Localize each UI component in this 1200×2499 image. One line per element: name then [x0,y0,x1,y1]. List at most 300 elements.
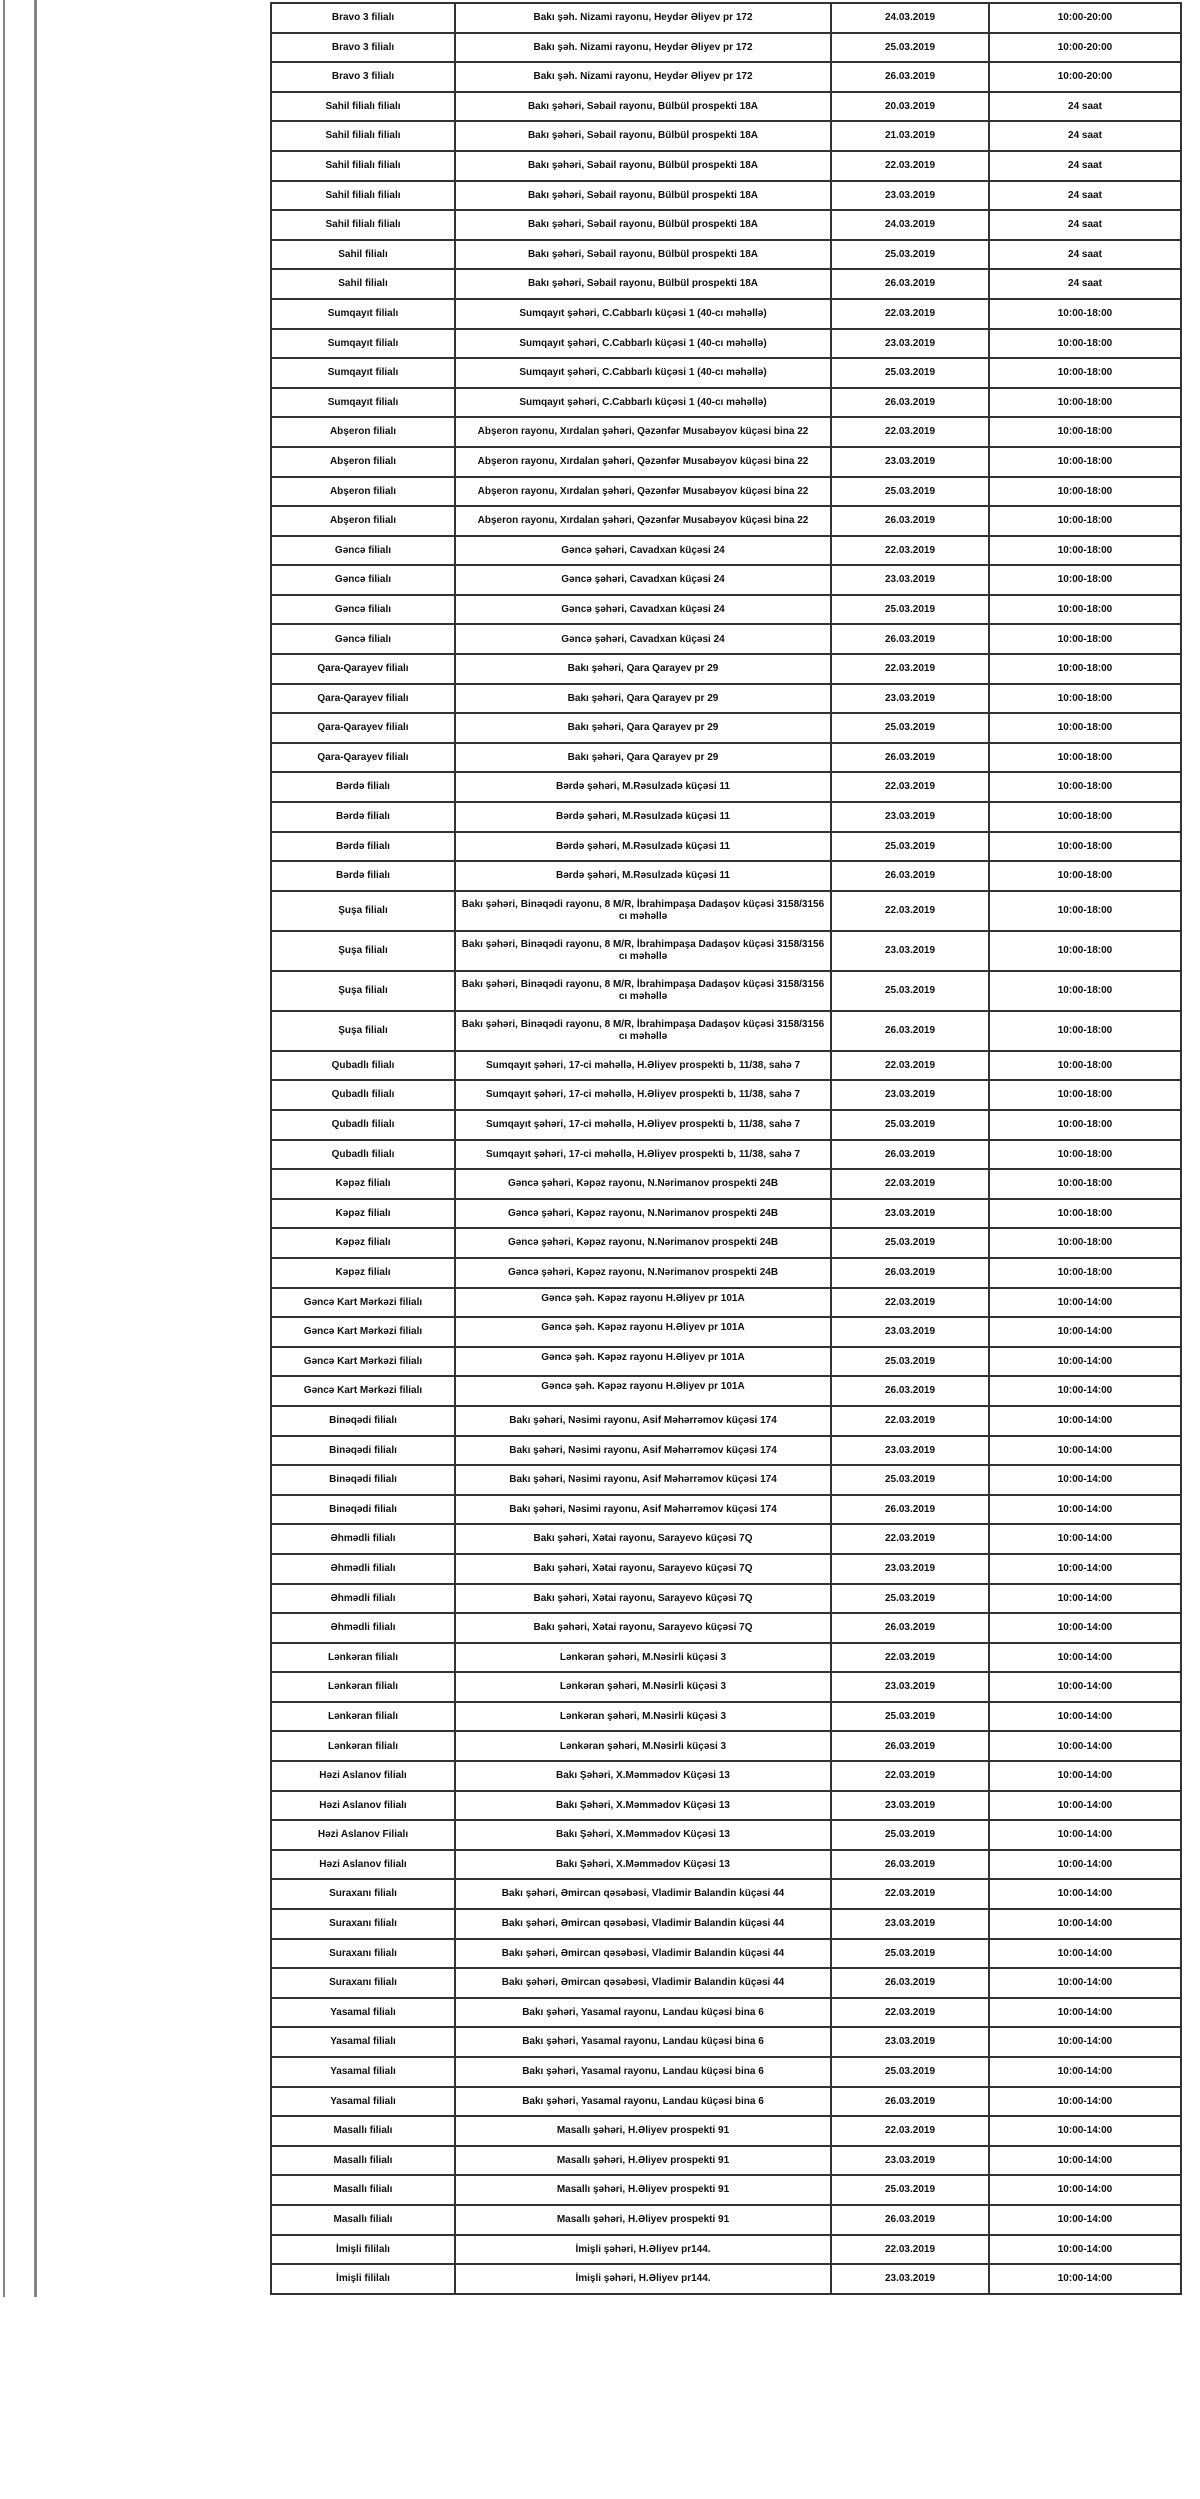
working-hours-cell: 10:00-18:00 [989,832,1181,862]
working-hours-cell: 10:00-14:00 [989,2116,1181,2146]
branch-address-cell: Bakı şəhəri, Nəsimi rayonu, Asif Məhərrəmov küçəsi 174 [455,1436,831,1466]
schedule-date-cell: 26.03.2019 [831,1495,989,1525]
branch-address-cell: Bakı şəhəri, Əmircan qəsəbəsi, Vladimir Balandin küçəsi 44 [455,1968,831,1998]
schedule-date-cell: 22.03.2019 [831,654,989,684]
working-hours-cell: 10:00-20:00 [989,33,1181,63]
working-hours-cell: 24 saat [989,151,1181,181]
branch-address-cell: Lənkəran şəhəri, M.Nəsirli küçəsi 3 [455,1643,831,1673]
working-hours-cell: 10:00-18:00 [989,1011,1181,1051]
branch-name-cell: Binəqədi filialı [271,1495,455,1525]
branch-address-cell: Sumqayıt şəhəri, C.Cabbarlı küçəsi 1 (40-cı məhəllə) [455,388,831,418]
branch-address-cell: Bakı şəhəri, Binəqədi rayonu, 8 M/R, İbrahimpaşa Dadaşov küçəsi 3158/3156 cı məhəllə [455,971,831,1011]
working-hours-cell: 10:00-20:00 [989,62,1181,92]
table-row [271,565,1181,595]
schedule-date-cell: 20.03.2019 [831,92,989,122]
branch-name-cell: İmişli fililalı [271,2264,455,2294]
working-hours-cell: 10:00-18:00 [989,891,1181,931]
table-row [271,1820,1181,1850]
table-row [271,1347,1181,1377]
schedule-date-cell: 22.03.2019 [831,772,989,802]
table-row [271,1702,1181,1732]
working-hours-cell: 10:00-14:00 [989,1731,1181,1761]
table-row [271,1939,1181,1969]
working-hours-cell: 10:00-18:00 [989,1169,1181,1199]
table-row [271,388,1181,418]
table-row [271,417,1181,447]
table-row [271,1011,1181,1051]
branch-name-cell: Abşeron filialı [271,506,455,536]
branch-address-cell: Gəncə şəhəri, Kəpəz rayonu, N.Nərimanov prospekti 24B [455,1258,831,1288]
working-hours-cell: 10:00-14:00 [989,1820,1181,1850]
page-margin-line-inner [34,0,37,2297]
branch-address-cell: Sumqayıt şəhəri, C.Cabbarlı küçəsi 1 (40-cı məhəllə) [455,358,831,388]
working-hours-cell: 10:00-14:00 [989,1584,1181,1614]
table-row [271,595,1181,625]
branch-address-cell: Lənkəran şəhəri, M.Nəsirli küçəsi 3 [455,1702,831,1732]
schedule-date-cell: 26.03.2019 [831,1376,989,1406]
branch-address-cell: Abşeron rayonu, Xırdalan şəhəri, Qəzənfər Musabəyov küçəsi bina 22 [455,447,831,477]
working-hours-cell: 10:00-14:00 [989,1909,1181,1939]
schedule-date-cell: 25.03.2019 [831,1939,989,1969]
branch-name-cell: Həzi Aslanov filialı [271,1791,455,1821]
branch-name-cell: Qara-Qarayev filialı [271,743,455,773]
branch-name-cell: Şuşa filialı [271,891,455,931]
branch-name-cell: Sumqayıt filialı [271,299,455,329]
branch-address-cell: Bakı şəhəri, Əmircan qəsəbəsi, Vladimir Balandin küçəsi 44 [455,1939,831,1969]
table-row [271,151,1181,181]
working-hours-cell: 10:00-18:00 [989,388,1181,418]
schedule-date-cell: 25.03.2019 [831,240,989,270]
table-row [271,2087,1181,2117]
branch-name-cell: Şuşa filialı [271,1011,455,1051]
branch-name-cell: Əhmədli filialı [271,1584,455,1614]
branch-address-cell: Bakı şəhəri, Xətai rayonu, Sarayevo küçəsi 7Q [455,1613,831,1643]
branch-address-cell: Sumqayıt şəhəri, 17-ci məhəllə, H.Əliyev prospekti b, 11/38, sahə 7 [455,1080,831,1110]
branch-name-cell: Suraxanı filialı [271,1968,455,1998]
branch-address-cell: Bakı şəhəri, Xətai rayonu, Sarayevo küçəsi 7Q [455,1524,831,1554]
table-row [271,1672,1181,1702]
branch-address-cell: Gəncə şəh. Kəpəz rayonu H.Əliyev pr 101A [455,1317,831,1347]
table-row [271,713,1181,743]
schedule-date-cell: 25.03.2019 [831,1465,989,1495]
table-row [271,181,1181,211]
branch-name-cell: Qara-Qarayev filialı [271,654,455,684]
branch-address-cell: Abşeron rayonu, Xırdalan şəhəri, Qəzənfər Musabəyov küçəsi bina 22 [455,477,831,507]
working-hours-cell: 10:00-18:00 [989,1080,1181,1110]
schedule-date-cell: 26.03.2019 [831,743,989,773]
branch-name-cell: Gəncə Kart Mərkəzi filialı [271,1347,455,1377]
schedule-date-cell: 26.03.2019 [831,269,989,299]
working-hours-cell: 10:00-14:00 [989,1406,1181,1436]
schedule-date-cell: 25.03.2019 [831,358,989,388]
working-hours-cell: 10:00-14:00 [989,1643,1181,1673]
branch-address-cell: İmişli şəhəri, H.Əliyev pr144. [455,2264,831,2294]
branch-address-cell: Bakı şəh. Nizami rayonu, Heydər Əliyev pr 172 [455,3,831,33]
table-row [271,3,1181,33]
schedule-date-cell: 23.03.2019 [831,1791,989,1821]
branch-name-cell: Binəqədi filialı [271,1436,455,1466]
branch-name-cell: Sahil filialı filialı [271,181,455,211]
schedule-date-cell: 22.03.2019 [831,2235,989,2265]
working-hours-cell: 10:00-14:00 [989,1495,1181,1525]
working-hours-cell: 10:00-14:00 [989,2205,1181,2235]
branch-address-cell: Bakı şəhəri, Səbail rayonu, Bülbül prospekti 18A [455,240,831,270]
branch-address-cell: Sumqayıt şəhəri, C.Cabbarlı küçəsi 1 (40-cı məhəllə) [455,299,831,329]
branch-address-cell: Bakı şəhəri, Binəqədi rayonu, 8 M/R, İbrahimpaşa Dadaşov küçəsi 3158/3156 cı məhəllə [455,931,831,971]
schedule-date-cell: 23.03.2019 [831,329,989,359]
branch-name-cell: Masallı filialı [271,2205,455,2235]
branch-address-cell: Gəncə şəh. Kəpəz rayonu H.Əliyev pr 101A [455,1347,831,1377]
branch-name-cell: Bravo 3 filialı [271,62,455,92]
branch-address-cell: Bakı şəhəri, Səbail rayonu, Bülbül prospekti 18A [455,92,831,122]
branch-name-cell: Əhmədli filialı [271,1524,455,1554]
working-hours-cell: 24 saat [989,121,1181,151]
schedule-date-cell: 23.03.2019 [831,1554,989,1584]
branch-name-cell: Lənkəran filialı [271,1731,455,1761]
branch-address-cell: Gəncə şəhəri, Kəpəz rayonu, N.Nərimanov prospekti 24B [455,1228,831,1258]
table-row [271,971,1181,1011]
working-hours-cell: 10:00-18:00 [989,1258,1181,1288]
schedule-date-cell: 25.03.2019 [831,1584,989,1614]
table-row [271,1465,1181,1495]
working-hours-cell: 10:00-14:00 [989,1465,1181,1495]
branch-name-cell: Sahil filialı filialı [271,210,455,240]
schedule-date-cell: 26.03.2019 [831,388,989,418]
table-row [271,1554,1181,1584]
branch-address-cell: Masallı şəhəri, H.Əliyev prospekti 91 [455,2116,831,2146]
branch-name-cell: Sahil filialı [271,269,455,299]
schedule-date-cell: 23.03.2019 [831,181,989,211]
table-row [271,1761,1181,1791]
working-hours-cell: 10:00-18:00 [989,624,1181,654]
working-hours-cell: 10:00-14:00 [989,1672,1181,1702]
branch-name-cell: Sumqayıt filialı [271,358,455,388]
schedule-date-cell: 26.03.2019 [831,2087,989,2117]
branch-address-cell: İmişli şəhəri, H.Əliyev pr144. [455,2235,831,2265]
working-hours-cell: 10:00-14:00 [989,2027,1181,2057]
working-hours-cell: 24 saat [989,269,1181,299]
schedule-date-cell: 26.03.2019 [831,861,989,891]
schedule-date-cell: 23.03.2019 [831,565,989,595]
schedule-date-cell: 21.03.2019 [831,121,989,151]
schedule-date-cell: 25.03.2019 [831,2057,989,2087]
schedule-date-cell: 26.03.2019 [831,1258,989,1288]
schedule-date-cell: 25.03.2019 [831,1110,989,1140]
branch-name-cell: Qubadlı filialı [271,1051,455,1081]
branch-address-cell: Bakı şəhəri, Qara Qarayev pr 29 [455,713,831,743]
branch-address-cell: Gəncə şəhəri, Kəpəz rayonu, N.Nərimanov prospekti 24B [455,1169,831,1199]
schedule-date-cell: 26.03.2019 [831,1968,989,1998]
branch-address-cell: Gəncə şəhəri, Cavadxan küçəsi 24 [455,565,831,595]
branch-address-cell: Gəncə şəhəri, Cavadxan küçəsi 24 [455,595,831,625]
schedule-date-cell: 22.03.2019 [831,1288,989,1318]
working-hours-cell: 10:00-18:00 [989,1199,1181,1229]
table-row [271,210,1181,240]
table-row [271,2264,1181,2294]
branch-address-cell: Bakı şəhəri, Nəsimi rayonu, Asif Məhərrəmov küçəsi 174 [455,1406,831,1436]
working-hours-cell: 10:00-18:00 [989,684,1181,714]
working-hours-cell: 24 saat [989,181,1181,211]
schedule-date-cell: 26.03.2019 [831,1613,989,1643]
branch-address-cell: Gəncə şəhəri, Cavadxan küçəsi 24 [455,624,831,654]
schedule-date-cell: 25.03.2019 [831,832,989,862]
branch-address-cell: Bakı şəhəri, Yasamal rayonu, Landau küçəsi bina 6 [455,2057,831,2087]
table-row [271,931,1181,971]
schedule-date-cell: 23.03.2019 [831,931,989,971]
schedule-date-cell: 25.03.2019 [831,713,989,743]
table-row [271,891,1181,931]
table-row [271,802,1181,832]
schedule-date-cell: 22.03.2019 [831,151,989,181]
schedule-date-cell: 23.03.2019 [831,2146,989,2176]
working-hours-cell: 10:00-14:00 [989,1376,1181,1406]
branch-name-cell: Qara-Qarayev filialı [271,684,455,714]
working-hours-cell: 10:00-18:00 [989,595,1181,625]
branch-address-cell: Bakı şəhəri, Binəqədi rayonu, 8 M/R, İbrahimpaşa Dadaşov küçəsi 3158/3156 cı məhəllə [455,891,831,931]
working-hours-cell: 10:00-14:00 [989,1524,1181,1554]
table-row [271,1524,1181,1554]
table-row [271,1879,1181,1909]
table-row [271,2116,1181,2146]
schedule-date-cell: 25.03.2019 [831,2175,989,2205]
branch-name-cell: Abşeron filialı [271,447,455,477]
branch-address-cell: Sumqayıt şəhəri, 17-ci məhəllə, H.Əliyev prospekti b, 11/38, sahə 7 [455,1110,831,1140]
branch-name-cell: Masallı filialı [271,2146,455,2176]
schedule-date-cell: 23.03.2019 [831,1317,989,1347]
table-row [271,506,1181,536]
schedule-date-cell: 22.03.2019 [831,1643,989,1673]
table-row [271,1436,1181,1466]
working-hours-cell: 10:00-14:00 [989,1761,1181,1791]
branch-name-cell: Gəncə Kart Mərkəzi filialı [271,1288,455,1318]
table-row [271,1110,1181,1140]
branch-address-cell: Bakı şəhəri, Yasamal rayonu, Landau küçəsi bina 6 [455,2087,831,2117]
branch-name-cell: Gəncə filialı [271,624,455,654]
branch-name-cell: Sumqayıt filialı [271,388,455,418]
branch-name-cell: Şuşa filialı [271,931,455,971]
schedule-date-cell: 22.03.2019 [831,417,989,447]
branch-name-cell: Masallı filialı [271,2116,455,2146]
branch-address-cell: Bakı şəhəri, Nəsimi rayonu, Asif Məhərrəmov küçəsi 174 [455,1495,831,1525]
schedule-date-cell: 23.03.2019 [831,1199,989,1229]
branch-address-cell: Bakı şəhəri, Səbail rayonu, Bülbül prospekti 18A [455,181,831,211]
table-row [271,2175,1181,2205]
schedule-date-cell: 22.03.2019 [831,2116,989,2146]
working-hours-cell: 10:00-18:00 [989,477,1181,507]
branch-address-cell: Gəncə şəh. Kəpəz rayonu H.Əliyev pr 101A [455,1376,831,1406]
working-hours-cell: 10:00-14:00 [989,2264,1181,2294]
working-hours-cell: 10:00-18:00 [989,1051,1181,1081]
branch-name-cell: Suraxanı filialı [271,1939,455,1969]
branch-name-cell: Binəqədi filialı [271,1465,455,1495]
table-row [271,447,1181,477]
table-row [271,329,1181,359]
branch-name-cell: Lənkəran filialı [271,1702,455,1732]
branch-address-cell: Bakı Şəhəri, X.Məmmədov Küçəsi 13 [455,1850,831,1880]
branch-address-cell: Bakı şəhəri, Əmircan qəsəbəsi, Vladimir Balandin küçəsi 44 [455,1909,831,1939]
branch-name-cell: Əhmədli filialı [271,1613,455,1643]
branch-name-cell: Suraxanı filialı [271,1909,455,1939]
table-row [271,832,1181,862]
branch-name-cell: Gəncə filialı [271,565,455,595]
working-hours-cell: 10:00-14:00 [989,2175,1181,2205]
branch-address-cell: Bakı Şəhəri, X.Məmmədov Küçəsi 13 [455,1761,831,1791]
table-row [271,2027,1181,2057]
working-hours-cell: 10:00-18:00 [989,447,1181,477]
schedule-date-cell: 26.03.2019 [831,1011,989,1051]
schedule-date-cell: 22.03.2019 [831,1406,989,1436]
branch-address-cell: Bakı şəhəri, Xətai rayonu, Sarayevo küçəsi 7Q [455,1584,831,1614]
branch-name-cell: Sahil filialı filialı [271,92,455,122]
table-row [271,743,1181,773]
working-hours-cell: 10:00-18:00 [989,417,1181,447]
table-row [271,2205,1181,2235]
working-hours-cell: 10:00-18:00 [989,743,1181,773]
table-row [271,654,1181,684]
table-row [271,1258,1181,1288]
schedule-date-cell: 22.03.2019 [831,1879,989,1909]
working-hours-cell: 10:00-18:00 [989,1228,1181,1258]
schedule-date-cell: 26.03.2019 [831,62,989,92]
table-row [271,269,1181,299]
table-row [271,2057,1181,2087]
schedule-date-cell: 26.03.2019 [831,1731,989,1761]
schedule-date-cell: 23.03.2019 [831,802,989,832]
table-row [271,1406,1181,1436]
working-hours-cell: 10:00-18:00 [989,713,1181,743]
table-row [271,1169,1181,1199]
working-hours-cell: 10:00-18:00 [989,565,1181,595]
schedule-date-cell: 26.03.2019 [831,1850,989,1880]
working-hours-cell: 10:00-14:00 [989,2057,1181,2087]
working-hours-cell: 10:00-18:00 [989,654,1181,684]
working-hours-cell: 10:00-18:00 [989,802,1181,832]
schedule-date-cell: 25.03.2019 [831,1347,989,1377]
working-hours-cell: 10:00-14:00 [989,2087,1181,2117]
working-hours-cell: 10:00-14:00 [989,1702,1181,1732]
schedule-date-cell: 23.03.2019 [831,2264,989,2294]
branch-address-cell: Bakı şəhəri, Səbail rayonu, Bülbül prospekti 18A [455,151,831,181]
branch-name-cell: Kəpəz filialı [271,1169,455,1199]
branch-address-cell: Bakı Şəhəri, X.Məmmədov Küçəsi 13 [455,1820,831,1850]
table-row [271,1317,1181,1347]
branch-address-cell: Gəncə şəhəri, Kəpəz rayonu, N.Nərimanov prospekti 24B [455,1199,831,1229]
table-row [271,92,1181,122]
working-hours-cell: 10:00-20:00 [989,3,1181,33]
branch-name-cell: Şuşa filialı [271,971,455,1011]
branch-name-cell: Sumqayıt filialı [271,329,455,359]
schedule-date-cell: 23.03.2019 [831,1436,989,1466]
table-row [271,772,1181,802]
schedule-date-cell: 26.03.2019 [831,506,989,536]
branch-address-cell: Bakı şəhəri, Səbail rayonu, Bülbül prospekti 18A [455,210,831,240]
working-hours-cell: 10:00-18:00 [989,506,1181,536]
branch-name-cell: Bravo 3 filialı [271,33,455,63]
branch-address-cell: Bərdə şəhəri, M.Rəsulzadə küçəsi 11 [455,772,831,802]
branch-address-cell: Masallı şəhəri, H.Əliyev prospekti 91 [455,2175,831,2205]
table-row [271,1613,1181,1643]
branch-address-cell: Bakı şəhəri, Yasamal rayonu, Landau küçəsi bina 6 [455,2027,831,2057]
branch-schedule-body [271,3,1181,2294]
branch-address-cell: Lənkəran şəhəri, M.Nəsirli küçəsi 3 [455,1672,831,1702]
working-hours-cell: 10:00-14:00 [989,1791,1181,1821]
table-row [271,624,1181,654]
table-row [271,1080,1181,1110]
table-row [271,2235,1181,2265]
branch-name-cell: Lənkəran filialı [271,1643,455,1673]
branch-address-cell: Bakı Şəhəri, X.Məmmədov Küçəsi 13 [455,1791,831,1821]
working-hours-cell: 10:00-18:00 [989,329,1181,359]
branch-address-cell: Bakı şəh. Nizami rayonu, Heydər Əliyev pr 172 [455,62,831,92]
schedule-date-cell: 22.03.2019 [831,1524,989,1554]
working-hours-cell: 10:00-18:00 [989,772,1181,802]
branch-address-cell: Bakı şəhəri, Qara Qarayev pr 29 [455,684,831,714]
branch-name-cell: Qubadlı filialı [271,1140,455,1170]
table-row [271,684,1181,714]
schedule-date-cell: 23.03.2019 [831,1909,989,1939]
branch-name-cell: Yasamal filialı [271,2057,455,2087]
branch-name-cell: Sahil filialı filialı [271,121,455,151]
branch-name-cell: Yasamal filialı [271,1998,455,2028]
branch-name-cell: Həzi Aslanov filialı [271,1761,455,1791]
table-row [271,1968,1181,1998]
branch-address-cell: Masallı şəhəri, H.Əliyev prospekti 91 [455,2205,831,2235]
schedule-date-cell: 23.03.2019 [831,1672,989,1702]
table-row [271,1791,1181,1821]
branch-address-cell: Bakı şəhəri, Qara Qarayev pr 29 [455,654,831,684]
table-row [271,1495,1181,1525]
table-row [271,1731,1181,1761]
working-hours-cell: 10:00-14:00 [989,1879,1181,1909]
schedule-date-cell: 23.03.2019 [831,684,989,714]
branch-name-cell: Lənkəran filialı [271,1672,455,1702]
branch-address-cell: Bakı şəh. Nizami rayonu, Heydər Əliyev pr 172 [455,33,831,63]
schedule-date-cell: 24.03.2019 [831,3,989,33]
branch-name-cell: Abşeron filialı [271,417,455,447]
branch-address-cell: Bakı şəhəri, Qara Qarayev pr 29 [455,743,831,773]
schedule-date-cell: 22.03.2019 [831,1051,989,1081]
working-hours-cell: 24 saat [989,210,1181,240]
branch-name-cell: Sahil filialı [271,240,455,270]
branch-name-cell: Yasamal filialı [271,2087,455,2117]
branch-address-cell: Bakı şəhəri, Səbail rayonu, Bülbül prospekti 18A [455,121,831,151]
working-hours-cell: 10:00-14:00 [989,1998,1181,2028]
branch-address-cell: Bərdə şəhəri, M.Rəsulzadə küçəsi 11 [455,832,831,862]
table-row [271,62,1181,92]
schedule-date-cell: 22.03.2019 [831,299,989,329]
branch-address-cell: Bərdə şəhəri, M.Rəsulzadə küçəsi 11 [455,802,831,832]
table-row [271,1584,1181,1614]
table-row [271,536,1181,566]
working-hours-cell: 10:00-14:00 [989,1613,1181,1643]
branch-schedule-table [270,2,1182,2295]
branch-address-cell: Gəncə şəhəri, Cavadxan küçəsi 24 [455,536,831,566]
branch-name-cell: Bravo 3 filialı [271,3,455,33]
schedule-date-cell: 23.03.2019 [831,2027,989,2057]
branch-address-cell: Sumqayıt şəhəri, C.Cabbarlı küçəsi 1 (40-cı məhəllə) [455,329,831,359]
schedule-date-cell: 26.03.2019 [831,1140,989,1170]
schedule-date-cell: 25.03.2019 [831,1702,989,1732]
branch-name-cell: Kəpəz filialı [271,1228,455,1258]
branch-name-cell: Qubadlı filialı [271,1080,455,1110]
branch-address-cell: Lənkəran şəhəri, M.Nəsirli küçəsi 3 [455,1731,831,1761]
table-row [271,1228,1181,1258]
branch-address-cell: Abşeron rayonu, Xırdalan şəhəri, Qəzənfər Musabəyov küçəsi bina 22 [455,417,831,447]
working-hours-cell: 10:00-14:00 [989,1968,1181,1998]
branch-name-cell: Gəncə filialı [271,536,455,566]
branch-name-cell: Əhmədli filialı [271,1554,455,1584]
table-row [271,121,1181,151]
